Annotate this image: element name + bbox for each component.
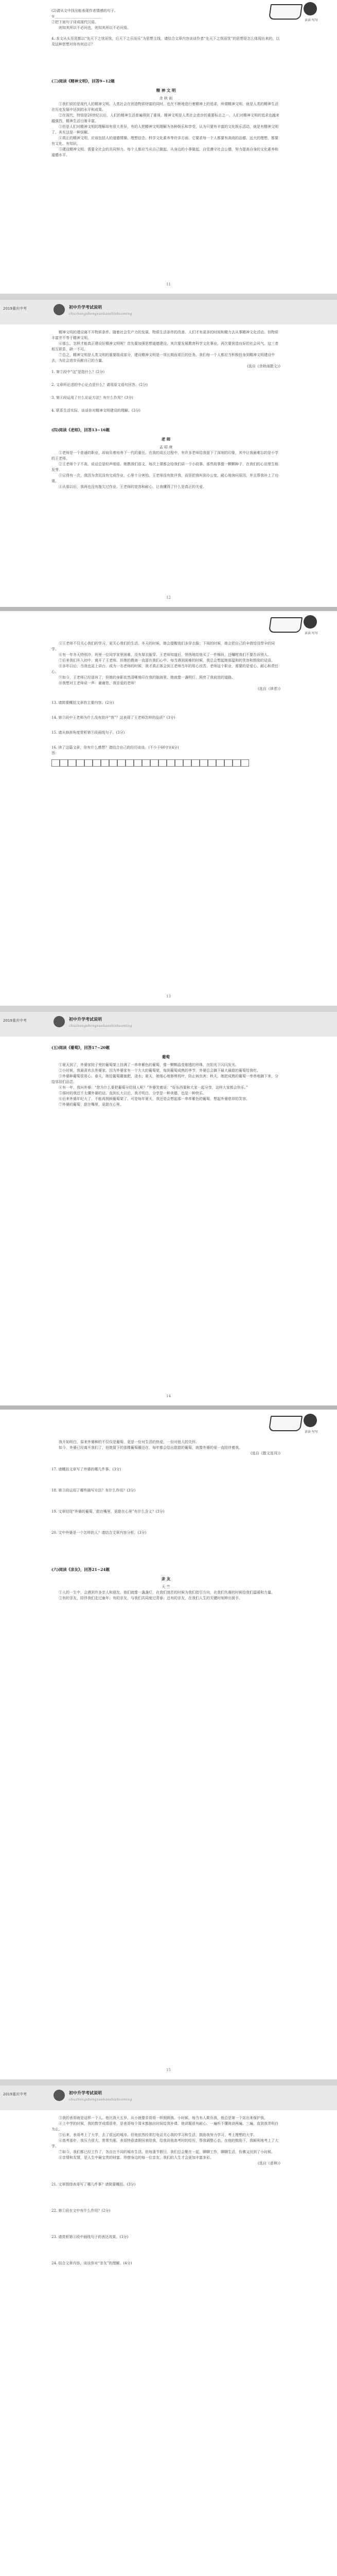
answer-cell[interactable] — [183, 759, 191, 767]
paragraph: ③但是人们对精神文明的理解却有很大差异，有的人把精神文明理解为各种娱乐和享受，认为只要有丰富的文化娱乐活动，就是有精神文明了。其实这是一种误解。 — [51, 125, 278, 134]
source-note: (选自《散文选刊》) — [251, 1451, 280, 1455]
book-icon — [269, 617, 303, 633]
paragraph: ⑤那时的我还不太懂外婆的话。直到长大以后，我才明白，分享是一种美德，也是一种快乐。 — [59, 1091, 206, 1095]
paragraph: ③我的表哥就是这样一个人。他比我大五岁，从小就像亲哥哥一样照顾我。小时候，每当有人欺负我，他总是第一个站出来保护我。 — [59, 2116, 268, 2120]
article-title: 亲 友 — [161, 1577, 171, 1581]
answer-cell[interactable] — [101, 759, 109, 767]
answer-cell[interactable] — [208, 759, 216, 767]
paragraph: ⑨如今，王老师已经退休了，但她的身影依然清晰地印在我的脑海里。她就像一盏明灯，照亮了我前进的道路。 — [59, 675, 235, 680]
paragraph: ⑦总之，精神文明是人类文明的重要组成部分，建设精神文明是一项长期而艰巨的任务。我们每一个人都应当积极投身到精神文明建设中去，为社会进步贡献自己的力量。 — [51, 353, 275, 363]
paragraph: ⑦外婆的葡萄，甜在嘴里，更甜在心里。 — [59, 1103, 123, 1107]
answer-cell[interactable] — [241, 759, 249, 767]
article-title: 老 师 — [161, 437, 171, 442]
question-text: 20. 文中外婆是一个怎样的人？请结合文章内容分析。(3分) — [51, 1531, 147, 1535]
page-separator — [0, 2079, 337, 2086]
header-brand: 2019重庆中考 — [3, 2092, 27, 2096]
paragraph: ⑧多年以后，当我也站上讲台，成为一名老师的时候，我才真正体会到王老师当年的用心良苦。老师这个职业，需要的是爱心、耐心和责任心。 — [51, 664, 278, 674]
article-title: 精 神 文 明 — [156, 88, 176, 93]
paragraph: 我开始明白，原来外婆种的不仅仅是葡萄，更是一份对生活的热爱，一份对他人的关怀。 — [59, 1440, 199, 1444]
section-heading: (三)阅读《精神文明》，回答9~12题 — [51, 79, 115, 83]
question-text: 2. 文章所论述的中心论点是什么？请用原文语句回答。(2分) — [51, 383, 148, 387]
question-text: 1. 第②段中“这”是指什么？(2分) — [51, 370, 104, 374]
header-subtitle: chuzhongshengxuekaoshishuoming — [69, 2098, 132, 2102]
question-text: 17. 请概括文章写了外婆的哪几件事。(3分) — [51, 1467, 121, 1471]
paragraph: ②在现代，特别是20世纪以后，人们的精神生活普遍得到了重视。精神文明是人类社会进步的重要标志之一。人们对精神文明的追求也越来越强烈，精神生活日渐丰富。 — [51, 113, 279, 123]
article-author: 孟 昭 庚 — [159, 445, 173, 449]
page-separator — [0, 607, 337, 611]
page-number: 12 — [166, 596, 171, 600]
answer-cell[interactable] — [216, 759, 224, 767]
question-text: (2)请从文中找出能表现作者情感的句子。 — [51, 9, 118, 13]
paragraph: ③外婆种葡萄很用心。春天，她给葡萄藤施肥、浇水；夏天，她细心地修剪枝叶，防止病虫害；秋天，她把成熟的葡萄一串串地摘下来，分给邻居们品尝。 — [51, 1074, 278, 1084]
header-title: 初中升学考试说明 — [69, 305, 102, 310]
header-deco-label: 读读·写写 — [305, 19, 318, 22]
question-text: 则知其所以不必问也，则知其所以不必问焉。 — [59, 26, 131, 30]
section-heading: (六)阅读《亲友》，回答21~24题 — [51, 1567, 110, 1572]
mascot-icon — [304, 615, 317, 629]
question-text: 13. 请简要概括文章的主要内容。(2分) — [51, 701, 114, 705]
paragraph: ⑥有一年冬天特别冷，班里一位同学家里困难，没有厚衣服穿。王老师知道后，悄悄地给他买了一件棉袄，还嘱咐我们不要告诉别人。 — [59, 653, 271, 657]
header-title: 初中升学考试说明 — [69, 2091, 102, 2095]
source-note: (选自《余秋雨散文》) — [247, 364, 280, 368]
paragraph: ④上中学的时候，我的数学成绩很差，是表哥每个周末都抽出时间给我补课。他讲题很有耐心，一遍听不懂就讲两遍、三遍，直到我弄明白为止。 — [51, 2122, 278, 2131]
answer-cell[interactable] — [109, 759, 117, 767]
paragraph: ⑥高考那年，我压力很大，常常失眠。表哥特意请假回来陪我，给我讲他高考时的经历，帮我调整心态。在他的鼓励下，我顺利地考上了大学。 — [51, 2139, 278, 2148]
page-15 — [0, 1410, 337, 2079]
paragraph: ⑥后来外婆年纪大了，不能再照顾葡萄架了。可是每年夏天，我还是会想起那一串串紫色的葡萄，想起外婆慈祥的笑容。 — [59, 1097, 250, 1101]
question-text: 18. 第③段运用了哪些描写方法？有什么作用？(3分) — [51, 1488, 136, 1493]
answer-cell[interactable] — [76, 759, 84, 767]
header-brand: 2019重庆中考 — [3, 307, 27, 311]
answer-cell[interactable] — [150, 759, 158, 767]
paragraph: ⑦后来我们升入初中，离开了王老师。但她的教诲一直留在我们心中。每当遇到困难的时候，我总会想起她那温和的笑容和鼓励的话语。 — [59, 658, 275, 663]
answer-cell[interactable] — [200, 759, 208, 767]
mascot-icon — [304, 2, 317, 15]
page-header — [0, 1012, 337, 1037]
header-subtitle: chuzhongshengxuekaoshishuoming — [69, 1024, 132, 1028]
page-number: 14 — [166, 1394, 171, 1398]
answer-cell[interactable] — [142, 759, 150, 767]
book-icon — [269, 1416, 303, 1431]
page-16 — [0, 2110, 337, 2576]
answer-grid[interactable] — [51, 759, 280, 767]
page-separator — [0, 294, 337, 300]
paragraph: ③记得有一次，我因为贪玩没有完成作业，心里十分害怕。王老师没有批评我，而是把我叫到办公室，耐心地询问原因，并且帮我补上了功课。 — [51, 473, 278, 483]
header-deco-label: 读读·写写 — [305, 1430, 318, 1434]
answer-cell[interactable] — [158, 759, 167, 767]
question-text: 14. 第③段中王老师为什么没有批评“我”？这表现了王老师怎样的品质？(3分) — [51, 716, 175, 720]
question-text: 19. 文章结尾“外婆的葡萄，甜在嘴里，更甜在心里”有什么含义？(3分) — [51, 1510, 165, 1514]
answer-cell[interactable] — [175, 759, 183, 767]
answer-cell[interactable] — [167, 759, 175, 767]
paragraph: ②有的亲友，陪伴我们走过童年；有的亲友，与我们共同度过青春；还有的亲友，在我们人生的关键时刻伸出援手。 — [59, 1596, 242, 1600]
page-number: 13 — [166, 994, 171, 998]
section-heading: (四)阅读《老师》，回答13~16题 — [51, 428, 110, 432]
page-separator — [0, 1006, 337, 1012]
question-text: 4. 联系生活实际，谈谈你对精神文明建设的理解。(3分) — [51, 409, 140, 413]
paragraph: ①老师是一个普通的职业，却肩负着培养下一代的重任。在我的成长过程中，有许多老师给我留下了深刻的印象，其中让我最难忘的是小学的王老师。 — [51, 451, 278, 461]
page-header — [0, 2086, 337, 2110]
paragraph: ①人的一生中，会遇到许多亲人和朋友。他们就像一盏盏灯，在我们迷茫的时候为我们指引方向，在我们失落的时候给我们温暖和力量。 — [59, 1590, 275, 1595]
paragraph: ②小时候，我最喜欢去外婆家。因为外婆家有一个大大的葡萄架，每到葡萄成熟的季节，外婆总会摘下最大最甜的葡萄给我吃。 — [59, 1069, 260, 1073]
answer-cell[interactable] — [84, 759, 93, 767]
paragraph: ⑩我想对王老师说一声：谢谢您，我亲爱的老师！ — [59, 681, 138, 685]
paragraph: ④真正的精神文明，应该包括人的道德情操、理想信念、科学文化素养等许多方面。它要求每一个人都要有高尚的品德、远大的理想，都要有文化、有知识。 — [51, 136, 278, 146]
answer-cell[interactable] — [93, 759, 101, 767]
answer-cell[interactable] — [117, 759, 126, 767]
paragraph: ①夏天到了，外婆家院子里的葡萄架上挂满了一串串紫色的葡萄，像一颗颗晶莹剔透的珍珠，在阳光下闪闪发光。 — [59, 1063, 239, 1067]
question-text: 24. 结合文章内容，谈谈你对“亲友”的理解。(4分) — [51, 2261, 132, 2265]
question-text: 3. 第④段运用了什么论证方法？有什么作用？(3分) — [51, 396, 133, 400]
paragraph: 如今，外婆已经离开我们了，但她留下的那棵葡萄藤还在，每年都会结出甜甜的葡萄，就像外婆的爱一直陪伴着我。 — [59, 1446, 242, 1450]
answer-hint: 答： — [51, 751, 59, 755]
question-text: 4. 本文从头至尾都以“先天下之忧而忧，后天下之乐而乐”为思想主线，请结合文章内容谈谈作者“先天下之忧而忧”的思想是怎么体现出来的，以及这种思想对你有何启示？ — [51, 37, 280, 46]
header-decoration — [268, 1412, 334, 1436]
page-13 — [0, 611, 337, 1006]
paragraph: ①我们说的是现代人的精神文明。人类社会在创造物质财富的同时，也在不断地进行着精神上的追求，所谓精神文明，就是人类的精神生活在历史发展中达到的水平和成果。 — [51, 102, 278, 112]
question-text: 23. 请赏析第④段中画线句子的表达效果。(3分) — [51, 2235, 129, 2239]
header-title: 初中升学考试说明 — [69, 1017, 102, 1022]
paragraph: ⑧亲情和友情，是人生中最宝贵的财富。珍惜身边的每一位亲友，我们的人生才会更加丰富多彩。 — [59, 2156, 214, 2160]
answer-cell[interactable] — [126, 759, 134, 767]
article-author: 余 秋 雨 — [159, 96, 173, 100]
paragraph: ④从那以后，我再也没有拖欠过作业。王老师的宽容和耐心，让我懂得了什么是真正的关爱。 — [59, 485, 206, 489]
mascot-icon — [304, 1414, 317, 1427]
page-12 — [0, 325, 337, 607]
source-note: (选自《意林》) — [258, 2161, 280, 2165]
page-header — [0, 300, 337, 325]
question-text: ②把下面句子译成现代汉语。 — [51, 20, 98, 24]
paragraph: ⑤王老师不仅关心我们的学习，更关心我们的生活。冬天的时候，她会提醒我们多穿衣服；下雨的时候，她会把自己的伞借给没带伞的同学。 — [51, 641, 275, 651]
source-note: (选自《读者》) — [258, 687, 280, 691]
answer-cell[interactable] — [51, 759, 60, 767]
page-14 — [0, 1037, 337, 1405]
answer-cell[interactable] — [224, 759, 233, 767]
header-logo-icon — [54, 2090, 65, 2101]
paragraph: ④有一年，我问外婆：“您为什么要把葡萄分给别人呢？”外婆笑着说：“好东西要和大家一起分享，这样大家都会快乐。” — [59, 1086, 248, 1090]
answer-cell[interactable] — [60, 759, 68, 767]
answer-line: ①__________________________ — [51, 14, 102, 19]
answer-cell[interactable] — [191, 759, 200, 767]
question-text: 15. 请从修辞角度赏析第⑨段画线句子。(3分) — [51, 731, 125, 735]
paragraph: ⑤建设精神文明，需要全社会的共同努力。每个人都应当从自己做起，从身边的小事做起，自觉遵守社会公德，努力提高自身的文化素养和道德水平。 — [51, 147, 278, 157]
header-deco-label: 读读·写写 — [305, 632, 318, 635]
page-separator — [0, 1405, 337, 1410]
question-text: 22. 第①段在文中有什么作用？(2分) — [51, 2209, 111, 2213]
header-decoration — [268, 613, 334, 638]
article-title: 葡萄 — [162, 1055, 170, 1059]
section-heading: (五)阅读《葡萄》，回答17~20题 — [51, 1045, 110, 1050]
paragraph: ⑦如今，我们都已经工作了，各自在不同的城市生活。但每逢节假日，我们总会聚在一起，聊聊工作，聊聊生活，仿佛又回到了小时候。 — [59, 2150, 275, 2154]
header-subtitle: chuzhongshengxuekaoshishuoming — [69, 312, 132, 316]
header-logo-icon — [54, 304, 65, 315]
header-logo-icon — [54, 1016, 65, 1027]
paragraph: 精神文明的建设离不开物质条件。随着社会生产力的发展，物质生活条件的改善，人们才有更多的时间和精力去从事精神文化活动。但物质丰富并不等于精神文明。 — [51, 330, 278, 340]
answer-cell[interactable] — [68, 759, 76, 767]
paragraph: ⑤后来，表哥考上了大学，去了很远的城市。但他依然经常打电话关心我的学习和生活，鼓励我努力学习，考上理想的大学。 — [59, 2133, 257, 2137]
question-text: 16. 读了这篇文章，你有什么感想？请结合自己的经历谈谈。(不少于60字)(4分) — [51, 745, 179, 750]
page-11 — [0, 0, 337, 294]
article-author: 天 竺 — [162, 1585, 170, 1589]
answer-cell[interactable] — [233, 759, 241, 767]
answer-cell[interactable] — [134, 759, 142, 767]
paragraph: ②王老师个子不高，说话总是轻声细语。她教我们语文，每次上课都会给我们讲一个小故事。那些故事像一颗颗种子，在我们的心田里生根发芽。 — [51, 462, 278, 472]
paragraph: ⑥那么，怎样才能真正建设好精神文明呢？首先要加强思想道德建设，其次要发展教育科学文化事业，再次要营造良好的社会风气。这三者相互联系，缺一不可。 — [51, 342, 278, 351]
page-number: 11 — [166, 282, 171, 286]
question-text: 21. 文章围绕表哥写了哪几件事？请简要概括。(3分) — [51, 2182, 136, 2187]
page-number: 15 — [166, 2068, 171, 2072]
header-brand: 2019重庆中考 — [3, 1019, 27, 1023]
